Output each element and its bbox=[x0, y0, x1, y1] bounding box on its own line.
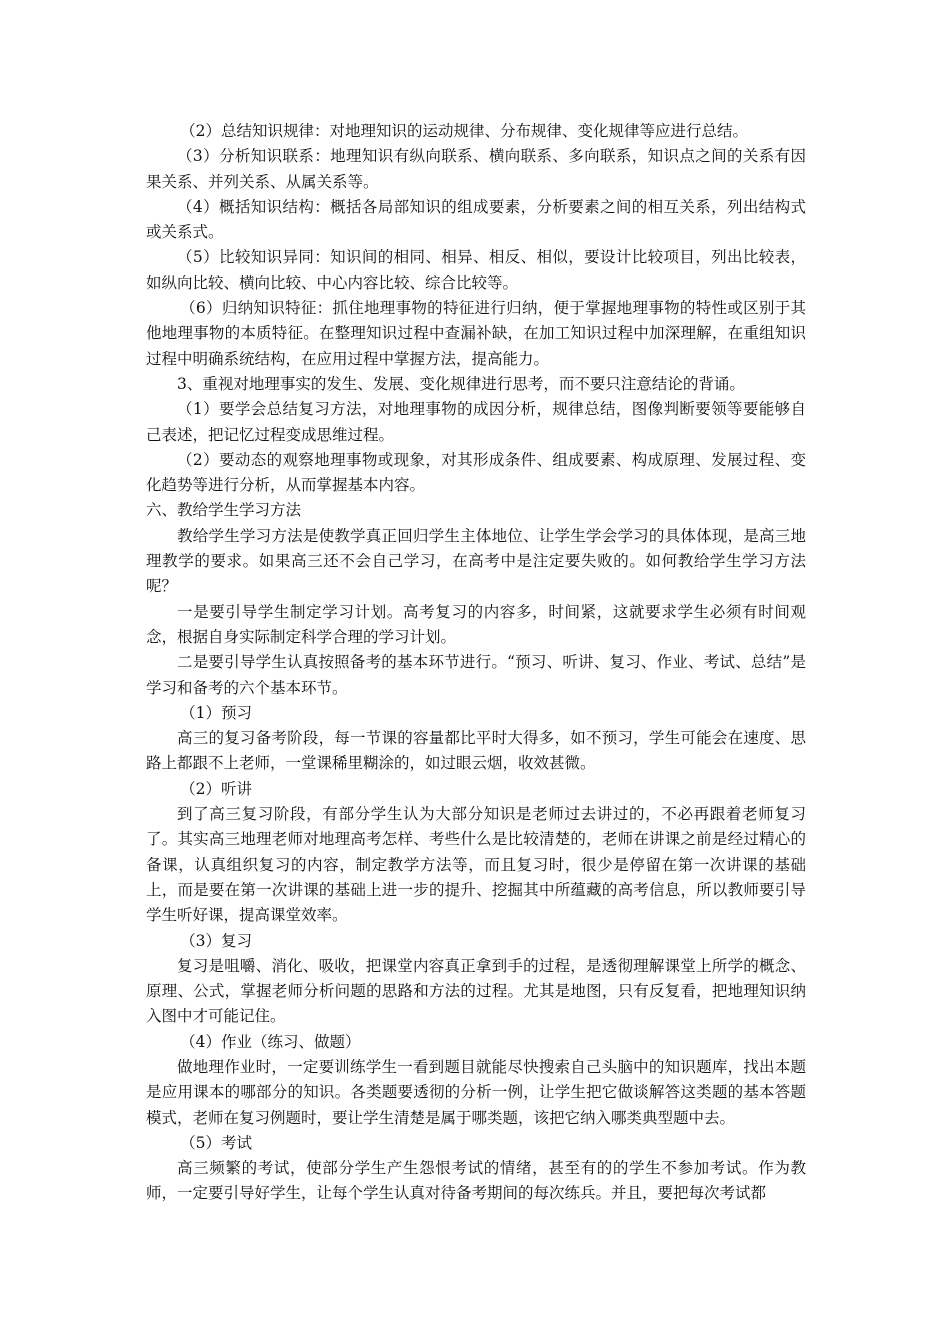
paragraph: （3）复习 bbox=[180, 931, 252, 950]
paragraph: （6）归纳知识特征：抓住地理事物的特征进行归纳，便于掌握地理事物的特性或区别于其他地理事物的本质特征。在整理知识过程中查漏补缺，在加工知识过程中加深理解，在重组知识过程中明确系统结构，在应用过程中掌握方法，提高能力。 bbox=[146, 299, 806, 368]
paragraph: 到了高三复习阶段，有部分学生认为大部分知识是老师过去讲过的，不必再跟着老师复习了。其实高三地理老师对地理高考怎样、考些什么是比较清楚的，老师在讲课之前是经过精心的备课，认真组织复习的内容，制定教学方法等，而且复习时，很少是停留在第一次讲课的基础上，而是要在第一次讲课的基础上进一步的提升、挖掘其中所蕴藏的高考信息，所以教师要引导学生听好课，提高课堂效率。 bbox=[146, 805, 806, 925]
paragraph: 教给学生学习方法是使教学真正回归学生主体地位、让学生学会学习的具体体现，是高三地理教学的要求。如果高三还不会自己学习，在高考中是注定要失败的。如何教给学生学习方法呢？ bbox=[146, 526, 806, 596]
document-body bbox=[146, 119, 806, 1207]
paragraph: （1）预习 bbox=[180, 703, 252, 722]
paragraph: 高三频繁的考试，使部分学生产生怨恨考试的情绪，甚至有的的学生不参加考试。作为教师，一定要引导好学生，让每个学生认真对待备考期间的每次练兵。并且，要把每次考试都 bbox=[146, 1159, 806, 1203]
paragraph: （2）总结知识规律：对地理知识的运动规律、分布规律、变化规律等应进行总结。 bbox=[180, 122, 748, 140]
paragraph: （1）要学会总结复习方法，对地理事物的成因分析，规律总结，图像判断要领等要能够自己表述，把记忆过程变成思维过程。 bbox=[146, 400, 806, 444]
paragraph: 复习是咀嚼、消化、吸收，把课堂内容真正拿到手的过程，是透彻理解课堂上所学的概念、原理、公式，掌握老师分析问题的思路和方法的过程。尤其是地图，只有反复看，把地理知识纳入图中才可能记住。 bbox=[146, 956, 806, 1026]
paragraph: （4）概括知识结构：概括各局部知识的组成要素，分析要素之间的相互关系，列出结构式或关系式。 bbox=[146, 197, 806, 242]
paragraph: （5）比较知识异同：知识间的相同、相异、相反、相似，要设计比较项目，列出比较表，如纵向比较、横向比较、中心内容比较、综合比较等。 bbox=[146, 248, 806, 292]
paragraph: （3）分析知识联系：地理知识有纵向联系、横向联系、多向联系，知识点之间的关系有因果关系、并列关系、从属关系等。 bbox=[146, 147, 806, 191]
paragraph: （5）考试 bbox=[180, 1133, 252, 1152]
paragraph: （2）听讲 bbox=[180, 779, 252, 798]
paragraph: （4）作业（练习、做题） bbox=[180, 1032, 361, 1051]
paragraph: 3、重视对地理事实的发生、发展、变化规律进行思考，而不要只注意结论的背诵。 bbox=[177, 374, 745, 393]
paragraph: 一是要引导学生制定学习计划。高考复习的内容多，时间紧，这就要求学生必须有时间观念，根据自身实际制定科学合理的学习计划。 bbox=[146, 602, 806, 646]
section-heading: 六、教给学生学习方法 bbox=[146, 501, 302, 520]
paragraph: 二是要引导学生认真按照备考的基本环节进行。“预习、听讲、复习、作业、考试、总结”是学习和备考的六个基本环节。 bbox=[146, 653, 806, 697]
paragraph: 高三的复习备考阶段，每一节课的容量都比平时大得多，如不预习，学生可能会在速度、思路上都跟不上老师，一堂课稀里糊涂的，如过眼云烟，收效甚微。 bbox=[146, 729, 806, 773]
paragraph: 做地理作业时，一定要训练学生一看到题目就能尽快搜索自己头脑中的知识题库，找出本题是应用课本的哪部分的知识。各类题要透彻的分析一例，让学生把它做谈解答这类题的基本答题模式，老师在复习例题时，要让学生清楚是属于哪类题，该把它纳入哪类典型题中去。 bbox=[146, 1057, 806, 1127]
paragraph: （2）要动态的观察地理事物或现象，对其形成条件、组成要素、构成原理、发展过程、变化趋势等进行分析，从而掌握基本内容。 bbox=[146, 450, 806, 495]
